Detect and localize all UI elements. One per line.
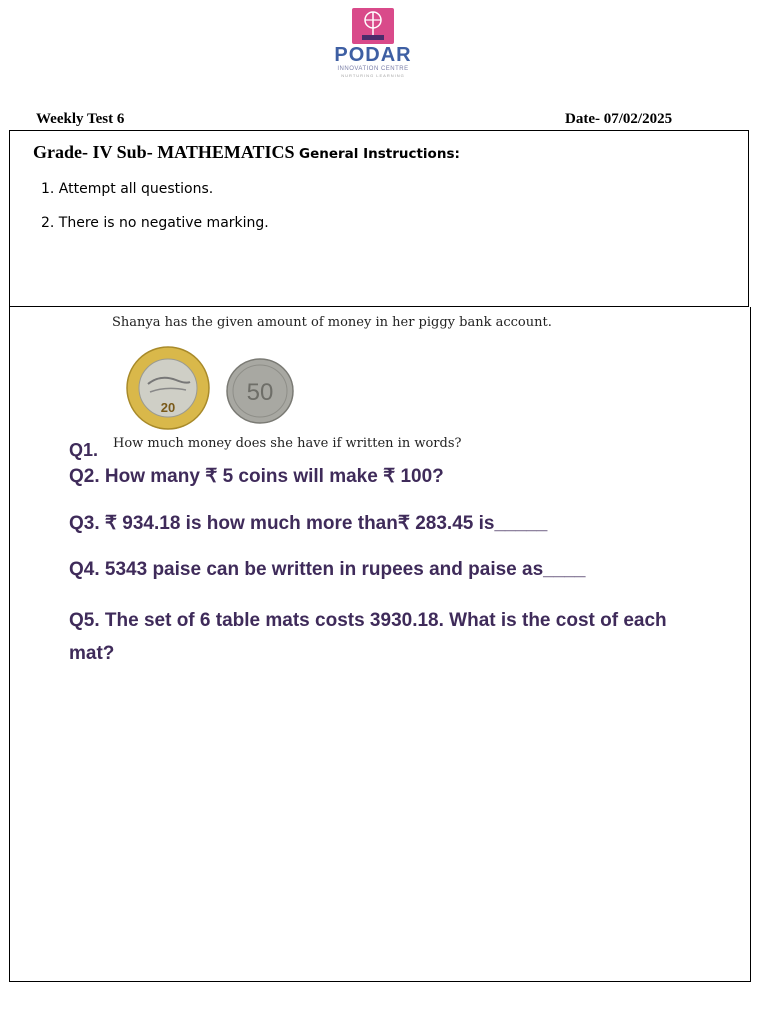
- question-3: Q3. ₹ 934.18 is how much more than₹ 283.45 is_____: [69, 513, 548, 534]
- logo-name: PODAR: [334, 44, 412, 66]
- podar-logo: [328, 8, 418, 86]
- coin-value: 50: [246, 379, 274, 406]
- twenty-rupee-coin: [126, 346, 210, 430]
- instruction-item: 2. There is no negative marking.: [41, 215, 269, 231]
- instruction-item: 1. Attempt all questions.: [41, 181, 214, 197]
- question-5: Q5. The set of 6 table mats costs 3930.18. What is the cost of each mat?: [69, 610, 667, 664]
- question-4: Q4. 5343 paise can be written in rupees and paise as____: [69, 559, 586, 580]
- question-2: Q2. How many ₹ 5 coins will make ₹ 100?: [69, 466, 444, 487]
- question-1-label: Q1.: [69, 440, 99, 460]
- grade-line: [33, 142, 460, 163]
- logo-subtitle: INNOVATION CENTRE: [337, 66, 409, 72]
- logo-tagline: NURTURING LEARNING: [341, 73, 405, 78]
- fifty-paise-coin: [226, 358, 294, 424]
- question-intro: Shanya has the given amount of money in her piggy bank account.: [112, 315, 552, 330]
- test-date: Date- 07/02/2025: [565, 111, 673, 127]
- tree-icon: [352, 8, 394, 44]
- question-1-text: How much money does she have if written in words?: [113, 436, 462, 451]
- test-title: Weekly Test 6: [36, 111, 125, 127]
- coin-value: 20: [160, 400, 176, 415]
- instructions-title: General Instructions:: [298, 146, 460, 162]
- grade-subject: Grade- IV Sub- MATHEMATICS: [33, 142, 295, 162]
